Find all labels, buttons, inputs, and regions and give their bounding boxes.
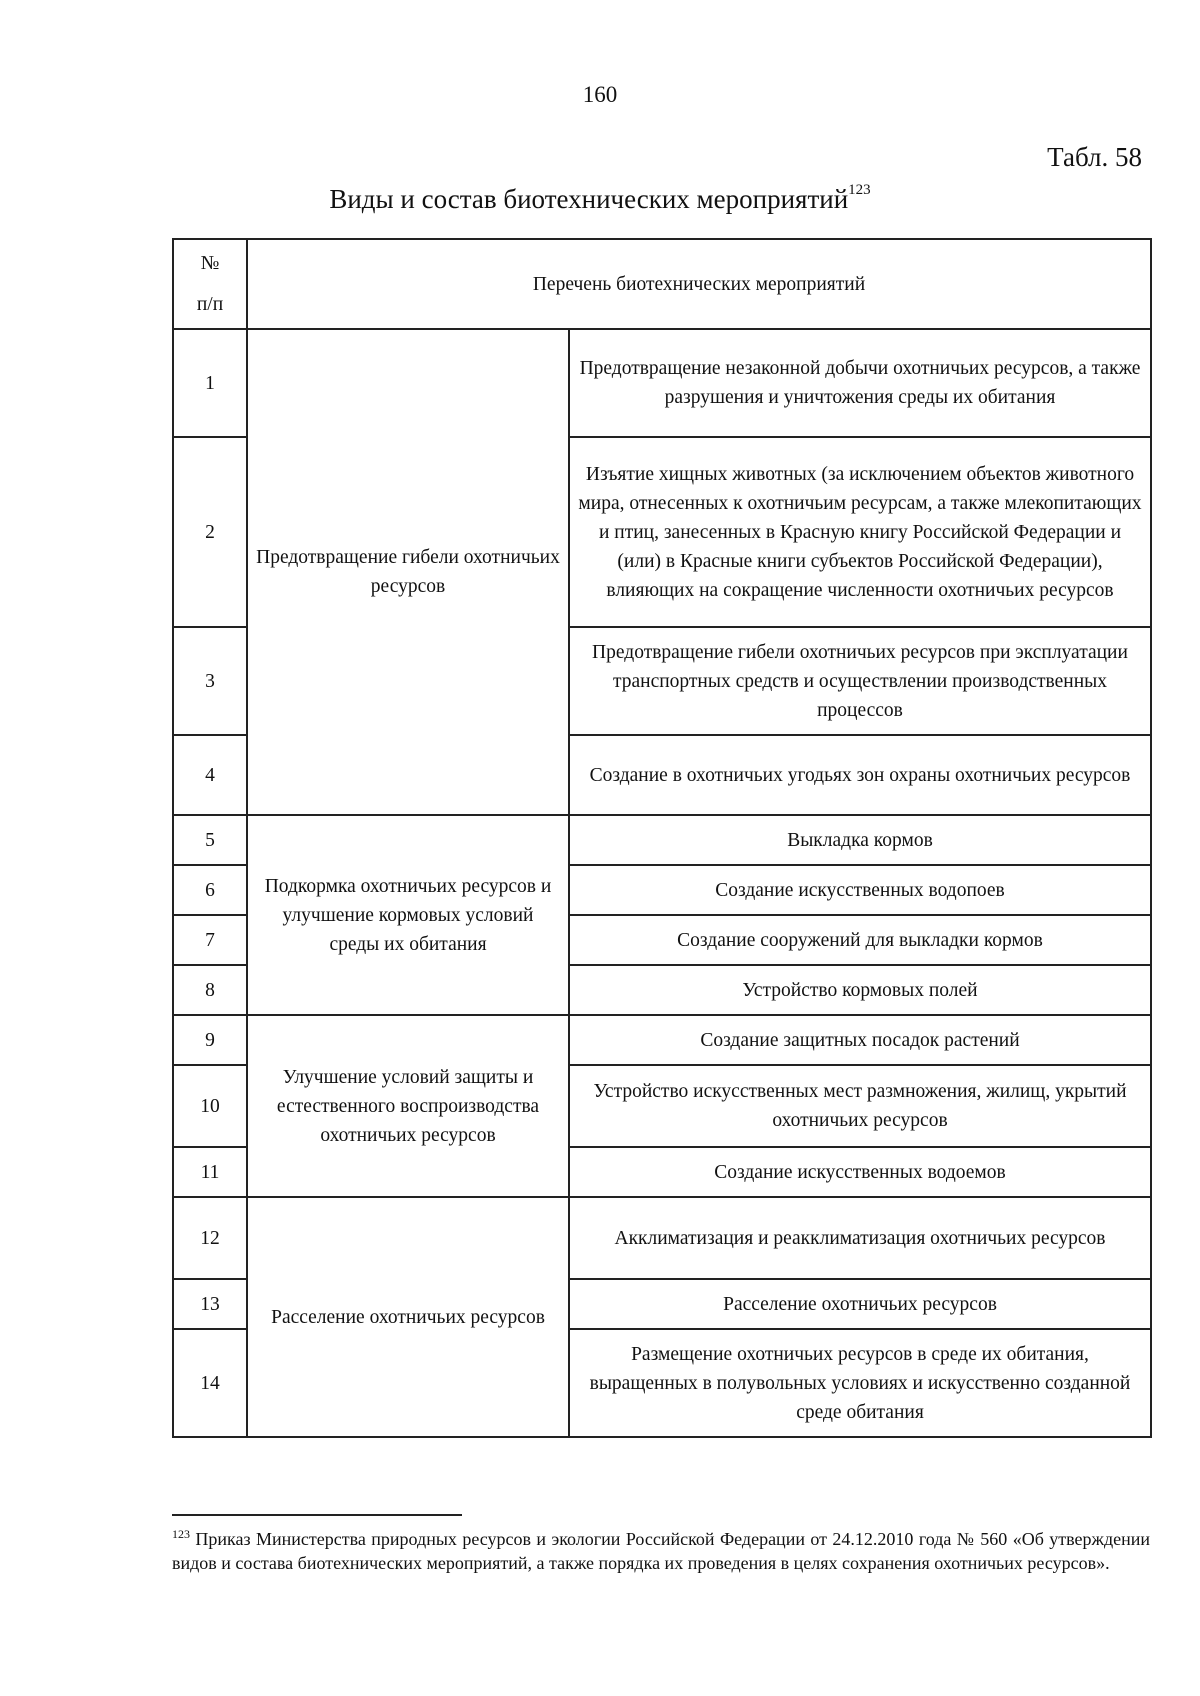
row-number: 3 [173,627,247,735]
measure-cell: Создание сооружений для выкладки кормов [569,915,1151,965]
row-number: 7 [173,915,247,965]
header-number-abbr: п/п [196,294,224,315]
footnote-mark: 123 [172,1527,190,1541]
measure-cell: Создание защитных посадок растений [569,1015,1151,1065]
row-number: 14 [173,1329,247,1437]
row-number: 12 [173,1197,247,1279]
table-title [0,184,1200,215]
table-row [173,1015,1151,1065]
row-number: 5 [173,815,247,865]
row-number: 10 [173,1065,247,1147]
row-number: 6 [173,865,247,915]
table-label: Табл. 58 [1047,142,1142,172]
category-cell: Улучшение условий защиты и естественного воспроизводства охотничьих ресурсов [247,1015,569,1197]
measure-cell: Акклиматизация и реакклиматизация охотничьих ресурсов [569,1197,1151,1279]
table-row [173,815,1151,865]
measure-cell: Предотвращение гибели охотничьих ресурсов при эксплуатации транспортных средств и осуществлении производственных процессов [569,627,1151,735]
table-row [173,1197,1151,1279]
measure-cell: Изъятие хищных животных (за исключением объектов животного мира, отнесенных к охотничьим ресурсам, а также млекопитающих и птиц, занесенных в Красную книгу Российской Федерации и (или) в Красные книги субъектов Российской Федерации), влияющих на сокращение численности охотничьих ресурсов [569,437,1151,627]
row-number: 1 [173,329,247,437]
category-cell: Расселение охотничьих ресурсов [247,1197,569,1437]
table-title-text: Виды и состав биотехнических мероприятий [329,184,849,214]
measure-cell: Создание искусственных водоемов [569,1147,1151,1197]
header-list-cell: Перечень биотехнических мероприятий [247,239,1151,329]
row-number: 2 [173,437,247,627]
measure-cell: Предотвращение незаконной добычи охотничьих ресурсов, а также разрушения и уничтожения среды их обитания [569,329,1151,437]
table-header-row [173,239,1151,329]
title-footnote-mark: 123 [848,182,871,198]
footnote-text: Приказ Министерства природных ресурсов и экологии Российской Федерации от 24.12.2010 года № 560 «Об утверждении видов и состава биотехнических мероприятий, а также порядка их проведения в целях сохранения охотничьих ресурсов». [172,1529,1150,1573]
footnote-divider [172,1514,462,1516]
biotechnical-measures-table [172,238,1152,1438]
measure-cell: Создание искусственных водопоев [569,865,1151,915]
category-cell: Подкормка охотничьих ресурсов и улучшение кормовых условий среды их обитания [247,815,569,1015]
measure-cell: Размещение охотничьих ресурсов в среде их обитания, выращенных в полувольных условиях и искусственно созданной среде обитания [569,1329,1151,1437]
category-cell: Предотвращение гибели охотничьих ресурсов [247,329,569,815]
page-number: 160 [582,82,618,107]
measure-cell: Расселение охотничьих ресурсов [569,1279,1151,1329]
measure-cell: Выкладка кормов [569,815,1151,865]
footnote [172,1522,1150,1575]
header-number-cell [173,239,247,329]
row-number: 11 [173,1147,247,1197]
row-number: 8 [173,965,247,1015]
row-number: 13 [173,1279,247,1329]
header-number-sign: № [200,253,220,274]
table-row [173,329,1151,437]
measure-cell: Устройство кормовых полей [569,965,1151,1015]
row-number: 9 [173,1015,247,1065]
row-number: 4 [173,735,247,815]
measure-cell: Устройство искусственных мест размножения, жилищ, укрытий охотничьих ресурсов [569,1065,1151,1147]
measure-cell: Создание в охотничьих угодьях зон охраны охотничьих ресурсов [569,735,1151,815]
